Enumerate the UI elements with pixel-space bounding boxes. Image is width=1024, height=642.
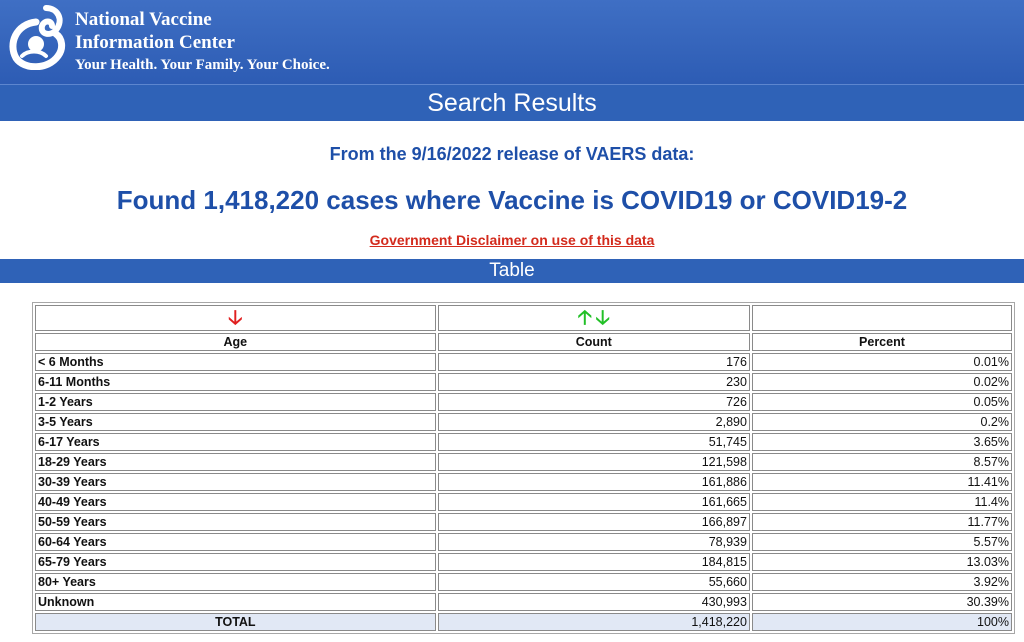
count-cell: 430,993 — [438, 593, 750, 611]
table-row — [35, 413, 1012, 431]
column-header-percent: Percent — [752, 333, 1012, 351]
count-cell: 184,815 — [438, 553, 750, 571]
count-cell: 230 — [438, 373, 750, 391]
age-cell: Unknown — [35, 593, 436, 611]
sort-down-red-icon[interactable]: 🡣 — [228, 307, 243, 329]
percent-cell: 11.4% — [752, 493, 1012, 511]
government-disclaimer-link[interactable]: Government Disclaimer on use of this data — [369, 232, 655, 248]
percent-cell: 0.01% — [752, 353, 1012, 371]
table-row — [35, 393, 1012, 411]
age-cell: 30-39 Years — [35, 473, 436, 491]
count-cell: 166,897 — [438, 513, 750, 531]
percent-sort-cell — [752, 305, 1012, 331]
table-row — [35, 353, 1012, 371]
percent-cell: 30.39% — [752, 593, 1012, 611]
table-row — [35, 513, 1012, 531]
age-cell: 6-17 Years — [35, 433, 436, 451]
age-cell: 40-49 Years — [35, 493, 436, 511]
count-cell: 121,598 — [438, 453, 750, 471]
age-cell: 50-59 Years — [35, 513, 436, 531]
nvic-logo-icon[interactable] — [6, 4, 68, 70]
percent-cell: 5.57% — [752, 533, 1012, 551]
percent-cell: 11.77% — [752, 513, 1012, 531]
count-cell: 2,890 — [438, 413, 750, 431]
org-name[interactable] — [75, 8, 330, 75]
total-row — [35, 613, 1012, 631]
age-cell: 80+ Years — [35, 573, 436, 591]
table-row — [35, 373, 1012, 391]
table-row — [35, 433, 1012, 451]
table-row — [35, 453, 1012, 471]
column-header-count: Count — [438, 333, 750, 351]
count-cell: 78,939 — [438, 533, 750, 551]
table-row — [35, 593, 1012, 611]
count-cell: 161,665 — [438, 493, 750, 511]
percent-cell: 13.03% — [752, 553, 1012, 571]
count-cell: 726 — [438, 393, 750, 411]
age-cell: 6-11 Months — [35, 373, 436, 391]
table-section-title: Table — [0, 259, 1024, 283]
age-cell: TOTAL — [35, 613, 436, 631]
site-header — [0, 0, 1024, 84]
column-header-age: Age — [35, 333, 436, 351]
sort-up-green-icon[interactable]: 🡡 — [577, 307, 593, 329]
age-cell: 1-2 Years — [35, 393, 436, 411]
count-cell: 55,660 — [438, 573, 750, 591]
percent-cell: 8.57% — [752, 453, 1012, 471]
age-sort-cell — [35, 305, 436, 331]
count-cell: 1,418,220 — [438, 613, 750, 631]
results-table — [32, 302, 1015, 634]
age-cell: 60-64 Years — [35, 533, 436, 551]
sort-controls-row — [35, 305, 1012, 331]
count-cell: 176 — [438, 353, 750, 371]
results-table-container — [32, 302, 1015, 634]
table-row — [35, 493, 1012, 511]
percent-cell: 100% — [752, 613, 1012, 631]
count-cell: 161,886 — [438, 473, 750, 491]
release-text: From the 9/16/2022 release of VAERS data: — [329, 144, 695, 164]
tagline: Your Health. Your Family. Your Choice. — [75, 57, 330, 73]
column-header-row — [35, 333, 1012, 351]
page-title: Search Results — [0, 84, 1024, 121]
results-count-heading: Found 1,418,220 cases where Vaccine is COVID19 or COVID19-2 — [116, 185, 908, 215]
sort-down-green-icon[interactable]: 🡣 — [595, 307, 610, 329]
table-row — [35, 553, 1012, 571]
org-name-line1: National Vaccine — [75, 9, 212, 30]
count-sort-cell — [438, 305, 750, 331]
table-row — [35, 573, 1012, 591]
age-cell: 18-29 Years — [35, 453, 436, 471]
percent-cell: 0.2% — [752, 413, 1012, 431]
age-cell: 65-79 Years — [35, 553, 436, 571]
percent-cell: 0.02% — [752, 373, 1012, 391]
percent-cell: 3.65% — [752, 433, 1012, 451]
percent-cell: 3.92% — [752, 573, 1012, 591]
percent-cell: 0.05% — [752, 393, 1012, 411]
table-row — [35, 473, 1012, 491]
age-cell: < 6 Months — [35, 353, 436, 371]
age-cell: 3-5 Years — [35, 413, 436, 431]
org-name-line2: Information Center — [75, 32, 235, 53]
count-cell: 51,745 — [438, 433, 750, 451]
percent-cell: 11.41% — [752, 473, 1012, 491]
table-row — [35, 533, 1012, 551]
